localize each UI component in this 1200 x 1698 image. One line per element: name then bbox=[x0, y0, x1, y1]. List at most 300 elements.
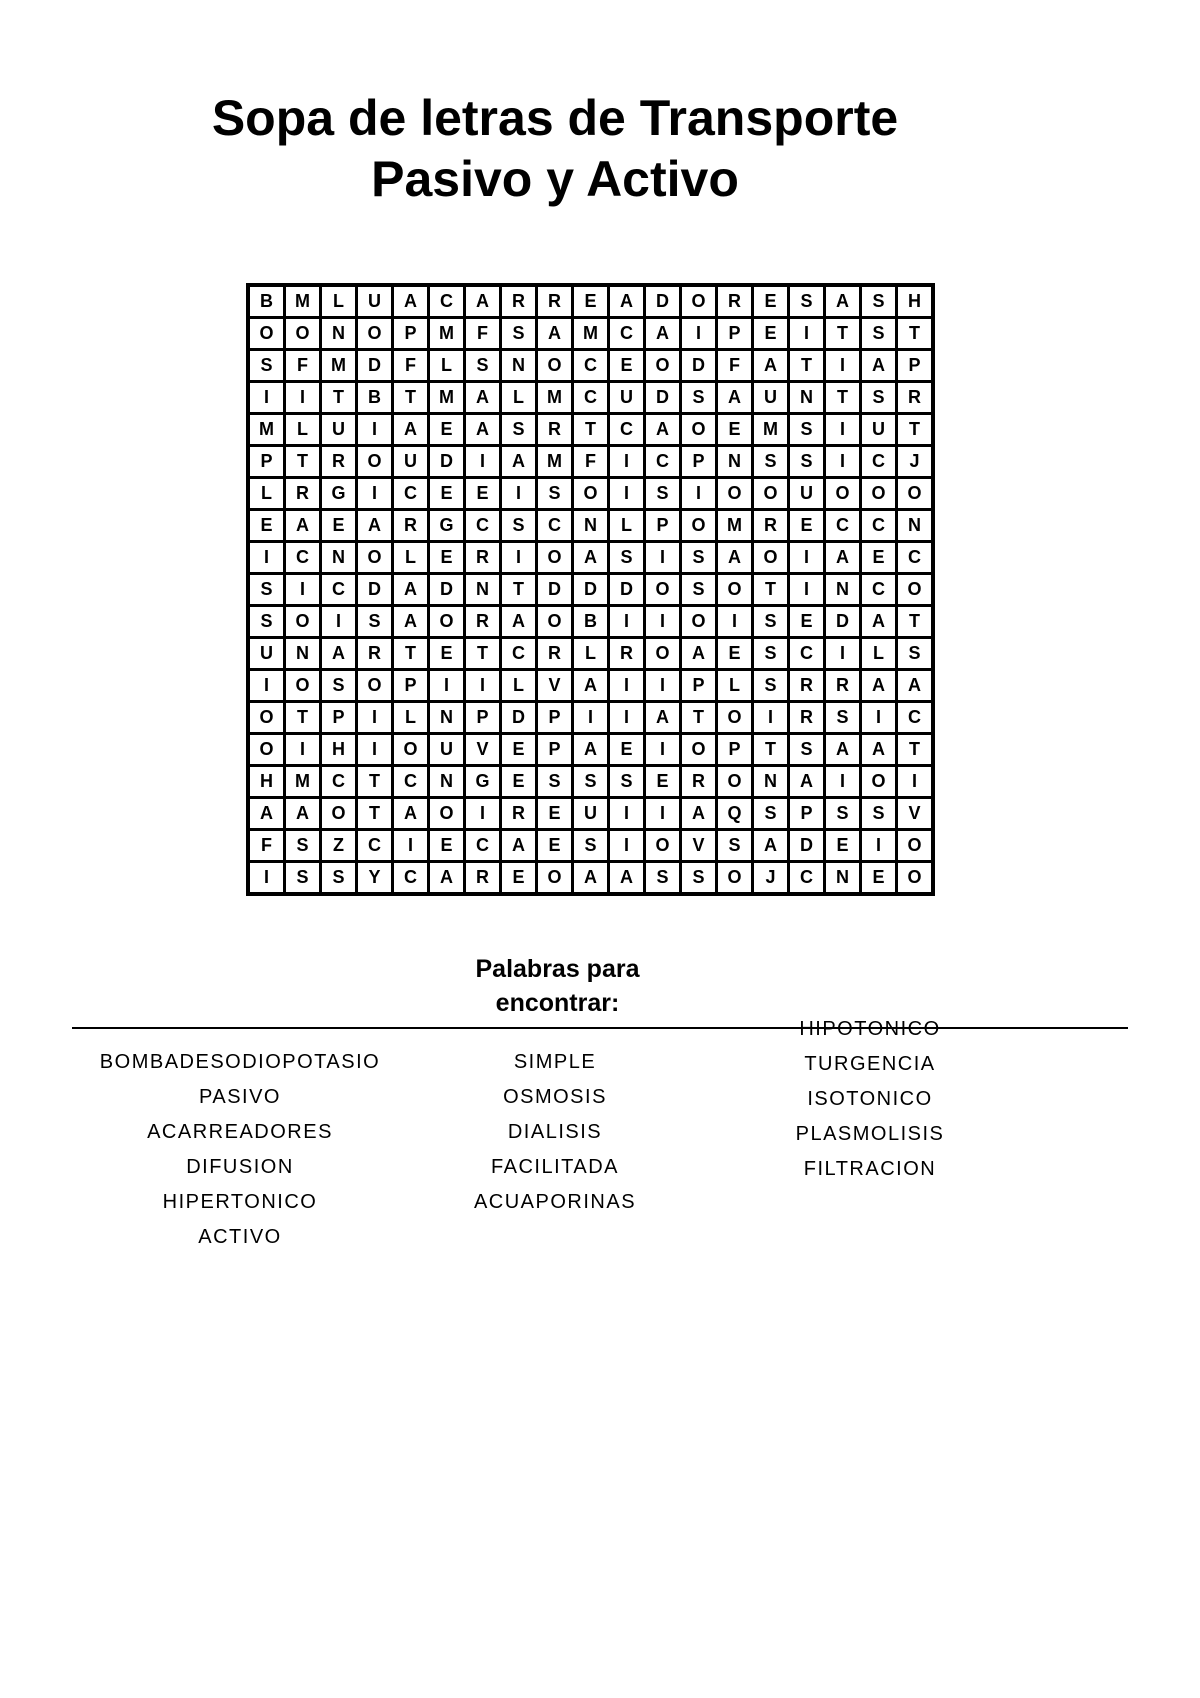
grid-cell: I bbox=[248, 670, 285, 702]
grid-cell: R bbox=[501, 798, 537, 830]
grid-cell: I bbox=[248, 862, 285, 895]
grid-row bbox=[248, 414, 933, 446]
grid-cell: L bbox=[393, 702, 429, 734]
word-item: ACTIVO bbox=[198, 1226, 282, 1248]
grid-cell: R bbox=[465, 542, 501, 574]
grid-cell: E bbox=[248, 510, 285, 542]
grid-cell: C bbox=[897, 542, 934, 574]
grid-cell: S bbox=[321, 670, 357, 702]
grid-cell: A bbox=[465, 285, 501, 318]
grid-cell: A bbox=[429, 862, 465, 895]
grid-cell: I bbox=[681, 478, 717, 510]
grid-cell: F bbox=[717, 350, 753, 382]
word-item: ISOTONICO bbox=[807, 1088, 933, 1110]
grid-cell: O bbox=[645, 350, 681, 382]
grid-cell: C bbox=[429, 285, 465, 318]
grid-cell: O bbox=[861, 478, 897, 510]
grid-cell: T bbox=[753, 734, 789, 766]
word-item: OSMOSIS bbox=[503, 1086, 607, 1108]
grid-cell: M bbox=[717, 510, 753, 542]
grid-cell: D bbox=[645, 285, 681, 318]
grid-cell: I bbox=[321, 606, 357, 638]
grid-cell: A bbox=[645, 702, 681, 734]
grid-cell: D bbox=[573, 574, 609, 606]
grid-cell: I bbox=[717, 606, 753, 638]
grid-cell: A bbox=[393, 574, 429, 606]
grid-cell: T bbox=[753, 574, 789, 606]
grid-cell: E bbox=[789, 510, 825, 542]
grid-cell: N bbox=[753, 766, 789, 798]
grid-cell: I bbox=[501, 542, 537, 574]
grid-row bbox=[248, 766, 933, 798]
grid-cell: C bbox=[573, 382, 609, 414]
grid-row bbox=[248, 862, 933, 895]
grid-cell: T bbox=[825, 318, 861, 350]
grid-cell: O bbox=[825, 478, 861, 510]
grid-cell: T bbox=[285, 446, 321, 478]
grid-cell: S bbox=[609, 542, 645, 574]
grid-cell: D bbox=[789, 830, 825, 862]
grid-cell: A bbox=[717, 542, 753, 574]
grid-cell: N bbox=[897, 510, 934, 542]
word-item: FILTRACION bbox=[803, 1158, 937, 1180]
grid-cell: I bbox=[609, 446, 645, 478]
grid-cell: C bbox=[573, 350, 609, 382]
grid-cell: F bbox=[248, 830, 285, 862]
grid-cell: A bbox=[861, 734, 897, 766]
grid-cell: A bbox=[825, 542, 861, 574]
grid-cell: O bbox=[717, 574, 753, 606]
grid-cell: M bbox=[285, 285, 321, 318]
grid-cell: M bbox=[429, 382, 465, 414]
grid-cell: M bbox=[753, 414, 789, 446]
grid-cell: S bbox=[681, 382, 717, 414]
grid-cell: O bbox=[645, 638, 681, 670]
grid-cell: U bbox=[609, 382, 645, 414]
grid-row bbox=[248, 702, 933, 734]
grid-cell: E bbox=[465, 478, 501, 510]
word-list-header bbox=[440, 952, 675, 1020]
grid-cell: C bbox=[321, 766, 357, 798]
grid-cell: S bbox=[248, 606, 285, 638]
grid-cell: C bbox=[393, 766, 429, 798]
grid-cell: O bbox=[897, 830, 934, 862]
grid-cell: A bbox=[573, 542, 609, 574]
grid-cell: T bbox=[393, 382, 429, 414]
grid-cell: T bbox=[897, 606, 934, 638]
grid-cell: A bbox=[861, 350, 897, 382]
grid-row bbox=[248, 318, 933, 350]
word-item: ACUAPORINAS bbox=[473, 1191, 637, 1213]
grid-cell: M bbox=[248, 414, 285, 446]
grid-cell: O bbox=[248, 702, 285, 734]
grid-cell: N bbox=[465, 574, 501, 606]
word-list-column-2 bbox=[415, 1045, 695, 1220]
grid-cell: O bbox=[285, 606, 321, 638]
grid-cell: D bbox=[645, 382, 681, 414]
grid-cell: P bbox=[681, 446, 717, 478]
grid-cell: E bbox=[753, 285, 789, 318]
grid-cell: A bbox=[609, 862, 645, 895]
grid-cell: S bbox=[789, 446, 825, 478]
grid-cell: D bbox=[609, 574, 645, 606]
grid-cell: S bbox=[501, 318, 537, 350]
grid-cell: R bbox=[465, 862, 501, 895]
grid-row bbox=[248, 830, 933, 862]
grid-cell: O bbox=[357, 670, 393, 702]
grid-cell: B bbox=[248, 285, 285, 318]
grid-cell: S bbox=[537, 766, 573, 798]
grid-cell: T bbox=[465, 638, 501, 670]
grid-cell: C bbox=[609, 414, 645, 446]
word-list-header-line: Palabras para bbox=[475, 955, 640, 983]
grid-cell: I bbox=[897, 766, 934, 798]
word-item: TURGENCIA bbox=[804, 1053, 936, 1075]
grid-cell: I bbox=[393, 830, 429, 862]
grid-cell: I bbox=[861, 702, 897, 734]
grid-cell: S bbox=[861, 798, 897, 830]
word-item: PLASMOLISIS bbox=[795, 1123, 945, 1145]
grid-cell: E bbox=[789, 606, 825, 638]
grid-cell: U bbox=[573, 798, 609, 830]
grid-cell: E bbox=[429, 830, 465, 862]
grid-cell: T bbox=[285, 702, 321, 734]
grid-cell: U bbox=[429, 734, 465, 766]
grid-cell: E bbox=[573, 285, 609, 318]
grid-row bbox=[248, 670, 933, 702]
grid-cell: G bbox=[321, 478, 357, 510]
grid-cell: C bbox=[501, 638, 537, 670]
grid-cell: T bbox=[825, 382, 861, 414]
grid-cell: A bbox=[825, 285, 861, 318]
grid-cell: R bbox=[537, 414, 573, 446]
grid-cell: F bbox=[393, 350, 429, 382]
grid-cell: P bbox=[897, 350, 934, 382]
grid-cell: A bbox=[681, 638, 717, 670]
grid-cell: O bbox=[681, 734, 717, 766]
grid-cell: S bbox=[789, 414, 825, 446]
grid-cell: T bbox=[393, 638, 429, 670]
grid-cell: N bbox=[501, 350, 537, 382]
grid-cell: S bbox=[897, 638, 934, 670]
grid-cell: I bbox=[465, 670, 501, 702]
grid-cell: I bbox=[285, 734, 321, 766]
grid-cell: U bbox=[357, 285, 393, 318]
grid-cell: J bbox=[897, 446, 934, 478]
word-item: HIPERTONICO bbox=[162, 1191, 318, 1213]
grid-cell: I bbox=[825, 414, 861, 446]
grid-cell: R bbox=[789, 670, 825, 702]
grid-cell: A bbox=[573, 734, 609, 766]
grid-cell: R bbox=[465, 606, 501, 638]
grid-cell: R bbox=[357, 638, 393, 670]
grid-cell: S bbox=[357, 606, 393, 638]
grid-cell: C bbox=[789, 862, 825, 895]
grid-cell: E bbox=[321, 510, 357, 542]
grid-cell: E bbox=[501, 862, 537, 895]
grid-cell: O bbox=[681, 414, 717, 446]
grid-cell: S bbox=[248, 574, 285, 606]
grid-cell: E bbox=[429, 542, 465, 574]
grid-cell: T bbox=[897, 734, 934, 766]
grid-cell: R bbox=[537, 285, 573, 318]
word-item: SIMPLE bbox=[513, 1051, 597, 1073]
grid-cell: A bbox=[573, 670, 609, 702]
grid-cell: I bbox=[465, 798, 501, 830]
grid-cell: S bbox=[825, 702, 861, 734]
grid-cell: S bbox=[501, 414, 537, 446]
grid-cell: S bbox=[285, 830, 321, 862]
grid-cell: L bbox=[285, 414, 321, 446]
grid-cell: A bbox=[393, 606, 429, 638]
grid-cell: O bbox=[717, 766, 753, 798]
grid-cell: M bbox=[285, 766, 321, 798]
grid-cell: F bbox=[465, 318, 501, 350]
grid-cell: O bbox=[681, 285, 717, 318]
grid-cell: N bbox=[573, 510, 609, 542]
grid-cell: O bbox=[285, 318, 321, 350]
grid-cell: C bbox=[393, 478, 429, 510]
grid-cell: C bbox=[861, 510, 897, 542]
grid-cell: E bbox=[501, 734, 537, 766]
word-item: DIFUSION bbox=[186, 1156, 294, 1178]
grid-cell: I bbox=[609, 830, 645, 862]
grid-cell: G bbox=[429, 510, 465, 542]
grid-cell: A bbox=[753, 350, 789, 382]
grid-cell: O bbox=[537, 862, 573, 895]
grid-cell: O bbox=[357, 318, 393, 350]
grid-cell: A bbox=[321, 638, 357, 670]
grid-cell: M bbox=[537, 446, 573, 478]
grid-cell: S bbox=[861, 382, 897, 414]
grid-cell: O bbox=[429, 798, 465, 830]
grid-cell: S bbox=[537, 478, 573, 510]
grid-cell: R bbox=[753, 510, 789, 542]
grid-cell: I bbox=[285, 574, 321, 606]
grid-cell: Q bbox=[717, 798, 753, 830]
grid-cell: A bbox=[465, 382, 501, 414]
grid-cell: I bbox=[248, 542, 285, 574]
grid-cell: U bbox=[321, 414, 357, 446]
grid-cell: E bbox=[861, 862, 897, 895]
grid-cell: N bbox=[321, 318, 357, 350]
grid-cell: L bbox=[501, 382, 537, 414]
grid-cell: A bbox=[501, 606, 537, 638]
grid-cell: O bbox=[717, 862, 753, 895]
grid-cell: P bbox=[537, 734, 573, 766]
grid-cell: S bbox=[248, 350, 285, 382]
grid-cell: S bbox=[717, 830, 753, 862]
grid-cell: O bbox=[717, 478, 753, 510]
word-item: HIPOTONICO bbox=[799, 1018, 941, 1040]
grid-cell: C bbox=[825, 510, 861, 542]
grid-cell: I bbox=[501, 478, 537, 510]
grid-row bbox=[248, 798, 933, 830]
grid-cell: A bbox=[573, 862, 609, 895]
grid-cell: S bbox=[645, 862, 681, 895]
grid-cell: O bbox=[357, 446, 393, 478]
grid-cell: B bbox=[357, 382, 393, 414]
word-item: DIALISIS bbox=[507, 1121, 603, 1143]
grid-cell: E bbox=[645, 766, 681, 798]
grid-cell: A bbox=[789, 766, 825, 798]
grid-cell: L bbox=[609, 510, 645, 542]
grid-cell: T bbox=[897, 414, 934, 446]
grid-cell: D bbox=[537, 574, 573, 606]
grid-cell: C bbox=[393, 862, 429, 895]
grid-cell: S bbox=[681, 574, 717, 606]
grid-cell: T bbox=[681, 702, 717, 734]
grid-cell: I bbox=[825, 350, 861, 382]
grid-cell: P bbox=[537, 702, 573, 734]
grid-cell: N bbox=[717, 446, 753, 478]
grid-cell: I bbox=[789, 574, 825, 606]
page-title bbox=[0, 88, 1110, 210]
grid-cell: O bbox=[645, 574, 681, 606]
grid-cell: F bbox=[573, 446, 609, 478]
grid-cell: P bbox=[465, 702, 501, 734]
grid-cell: T bbox=[897, 318, 934, 350]
grid-cell: I bbox=[681, 318, 717, 350]
grid-cell: A bbox=[393, 798, 429, 830]
grid-cell: N bbox=[429, 702, 465, 734]
grid-cell: O bbox=[429, 606, 465, 638]
grid-cell: D bbox=[357, 350, 393, 382]
grid-cell: R bbox=[321, 446, 357, 478]
grid-cell: S bbox=[753, 606, 789, 638]
grid-cell: C bbox=[861, 574, 897, 606]
grid-cell: S bbox=[285, 862, 321, 895]
grid-cell: E bbox=[537, 798, 573, 830]
grid-cell: O bbox=[861, 766, 897, 798]
grid-cell: A bbox=[753, 830, 789, 862]
grid-cell: S bbox=[861, 318, 897, 350]
grid-cell: S bbox=[573, 766, 609, 798]
grid-cell: P bbox=[393, 670, 429, 702]
grid-cell: R bbox=[501, 285, 537, 318]
grid-cell: H bbox=[321, 734, 357, 766]
grid-cell: H bbox=[897, 285, 934, 318]
grid-cell: I bbox=[645, 734, 681, 766]
word-search-grid bbox=[246, 283, 935, 896]
grid-cell: I bbox=[573, 702, 609, 734]
grid-cell: S bbox=[645, 478, 681, 510]
grid-cell: R bbox=[825, 670, 861, 702]
grid-cell: O bbox=[753, 478, 789, 510]
grid-cell: A bbox=[717, 382, 753, 414]
grid-cell: O bbox=[897, 478, 934, 510]
grid-cell: A bbox=[248, 798, 285, 830]
grid-cell: R bbox=[789, 702, 825, 734]
grid-cell: E bbox=[609, 350, 645, 382]
grid-cell: S bbox=[501, 510, 537, 542]
grid-cell: P bbox=[248, 446, 285, 478]
grid-cell: A bbox=[537, 318, 573, 350]
grid-row bbox=[248, 734, 933, 766]
grid-cell: L bbox=[861, 638, 897, 670]
grid-cell: O bbox=[248, 318, 285, 350]
grid-cell: C bbox=[789, 638, 825, 670]
grid-cell: M bbox=[429, 318, 465, 350]
grid-cell: N bbox=[825, 574, 861, 606]
grid-cell: T bbox=[573, 414, 609, 446]
grid-cell: Y bbox=[357, 862, 393, 895]
grid-cell: I bbox=[609, 798, 645, 830]
word-item: ACARREADORES bbox=[147, 1121, 333, 1143]
grid-cell: I bbox=[357, 414, 393, 446]
grid-cell: I bbox=[825, 638, 861, 670]
grid-cell: I bbox=[285, 382, 321, 414]
grid-cell: C bbox=[321, 574, 357, 606]
grid-cell: P bbox=[717, 734, 753, 766]
grid-cell: I bbox=[645, 798, 681, 830]
grid-cell: S bbox=[753, 798, 789, 830]
grid-cell: L bbox=[501, 670, 537, 702]
grid-cell: U bbox=[753, 382, 789, 414]
grid-cell: E bbox=[825, 830, 861, 862]
grid-cell: I bbox=[825, 446, 861, 478]
grid-cell: L bbox=[321, 285, 357, 318]
grid-cell: E bbox=[429, 638, 465, 670]
grid-row bbox=[248, 574, 933, 606]
grid-cell: R bbox=[717, 285, 753, 318]
grid-cell: S bbox=[465, 350, 501, 382]
grid-cell: A bbox=[501, 446, 537, 478]
grid-cell: I bbox=[465, 446, 501, 478]
grid-cell: O bbox=[753, 542, 789, 574]
grid-cell: I bbox=[609, 670, 645, 702]
grid-cell: I bbox=[861, 830, 897, 862]
grid-cell: R bbox=[393, 510, 429, 542]
grid-cell: V bbox=[465, 734, 501, 766]
grid-cell: T bbox=[321, 382, 357, 414]
grid-cell: I bbox=[789, 542, 825, 574]
grid-cell: C bbox=[465, 510, 501, 542]
grid-cell: S bbox=[681, 862, 717, 895]
grid-row bbox=[248, 606, 933, 638]
grid-cell: I bbox=[429, 670, 465, 702]
grid-row bbox=[248, 478, 933, 510]
word-item: BOMBADESODIOPOTASIO bbox=[99, 1051, 381, 1073]
grid-cell: I bbox=[609, 702, 645, 734]
grid-cell: R bbox=[681, 766, 717, 798]
grid-cell: C bbox=[357, 830, 393, 862]
grid-cell: S bbox=[825, 798, 861, 830]
grid-cell: T bbox=[789, 350, 825, 382]
grid-cell: I bbox=[753, 702, 789, 734]
grid-cell: A bbox=[897, 670, 934, 702]
grid-cell: E bbox=[501, 766, 537, 798]
grid-cell: L bbox=[573, 638, 609, 670]
grid-cell: O bbox=[537, 606, 573, 638]
grid-cell: S bbox=[789, 285, 825, 318]
grid-cell: A bbox=[861, 606, 897, 638]
grid-cell: L bbox=[393, 542, 429, 574]
page-title-line: Sopa de letras de Transporte bbox=[211, 90, 899, 146]
grid-cell: V bbox=[537, 670, 573, 702]
grid-cell: N bbox=[321, 542, 357, 574]
grid-row bbox=[248, 542, 933, 574]
grid-cell: C bbox=[861, 446, 897, 478]
grid-cell: U bbox=[393, 446, 429, 478]
grid-cell: E bbox=[429, 478, 465, 510]
grid-cell: I bbox=[609, 478, 645, 510]
grid-cell: D bbox=[357, 574, 393, 606]
word-item: FACILITADA bbox=[491, 1156, 619, 1178]
grid-row bbox=[248, 510, 933, 542]
grid-cell: S bbox=[609, 766, 645, 798]
grid-cell: R bbox=[609, 638, 645, 670]
